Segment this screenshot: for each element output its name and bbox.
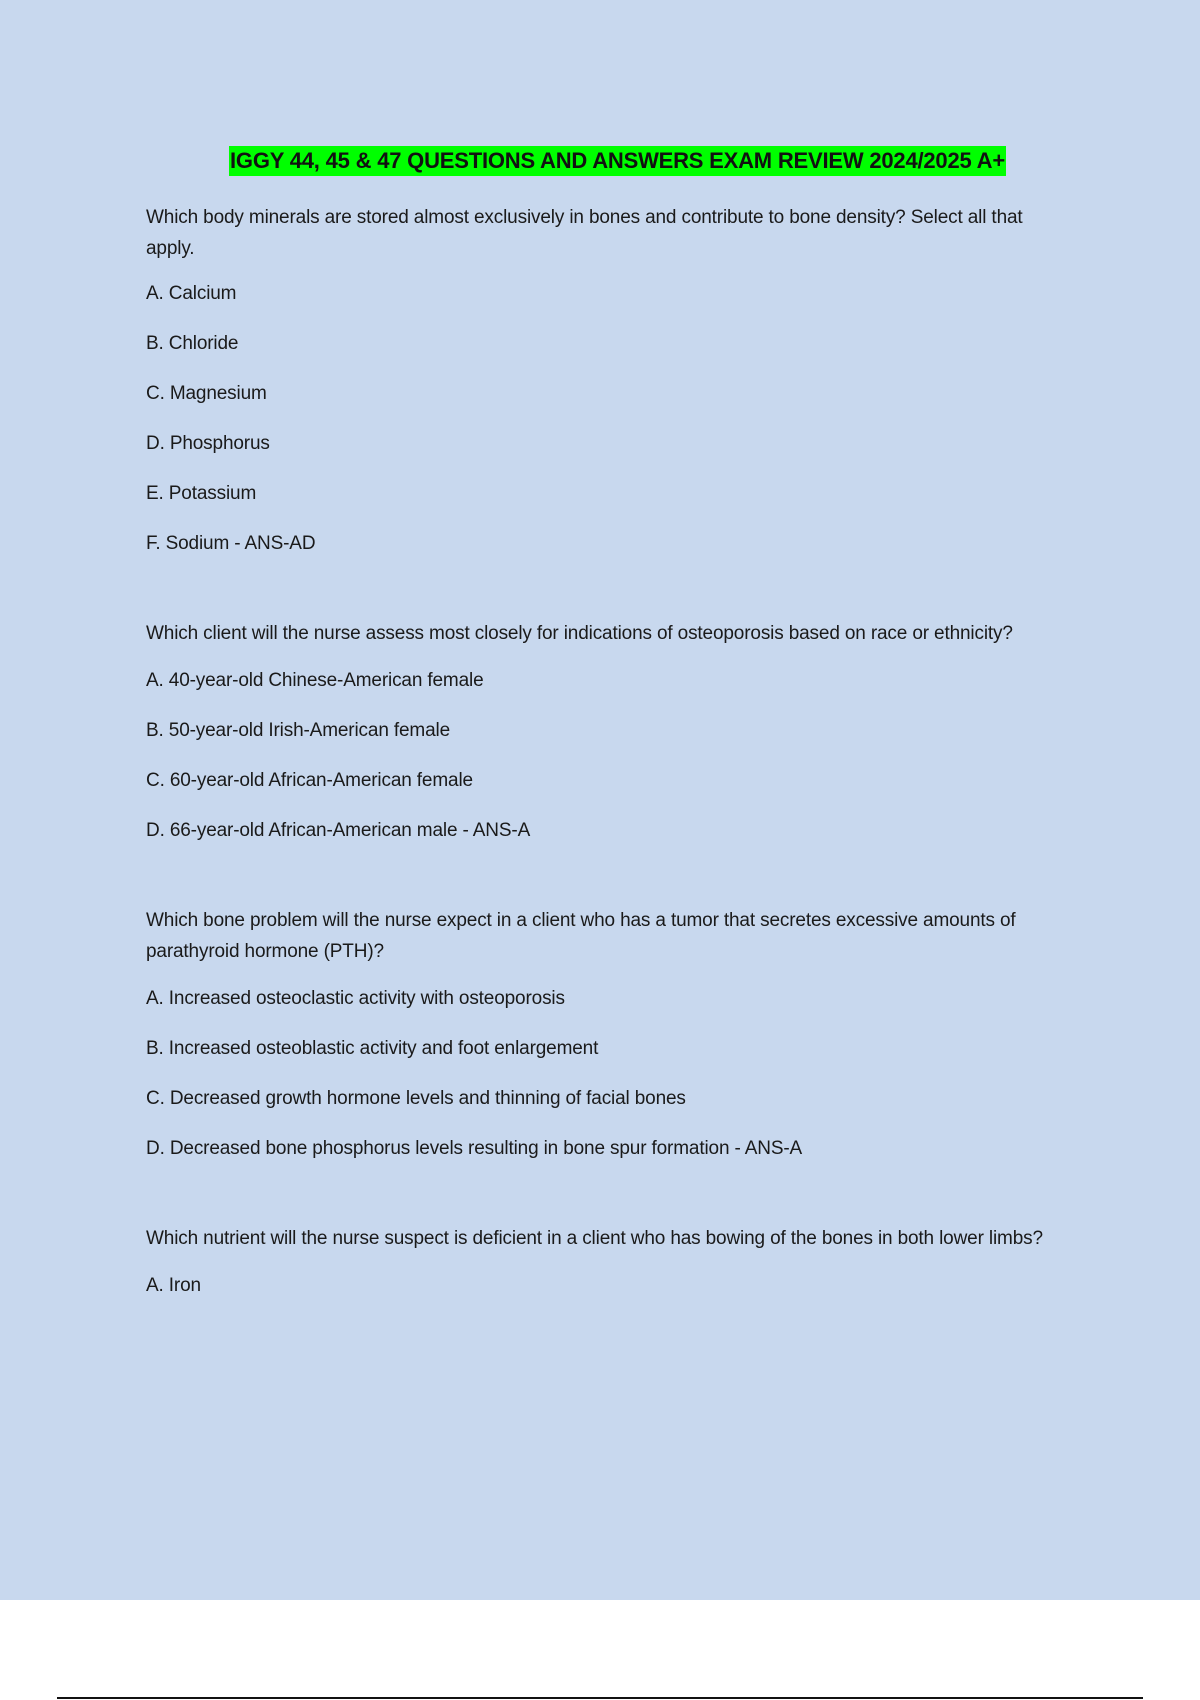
answer-option: D. 66-year-old African-American male - ANS-A xyxy=(146,820,531,841)
document-body xyxy=(146,202,1076,1324)
answer-option: B. 50-year-old Irish-American female xyxy=(146,720,450,741)
answer-option: C. Magnesium xyxy=(146,383,267,404)
question-2 xyxy=(146,618,1076,843)
question-text: Which client will the nurse assess most closely for indications of osteoporosis based on race or ethnicity? xyxy=(146,623,1013,644)
answer-option: C. 60-year-old African-American female xyxy=(146,770,473,791)
answer-option: A. Calcium xyxy=(146,283,237,304)
question-text: Which nutrient will the nurse suspect is deficient in a client who has bowing of the bones in both lower limbs? xyxy=(146,1228,1043,1249)
question-1 xyxy=(146,202,1076,556)
answer-option: D. Phosphorus xyxy=(146,433,270,454)
answer-option: C. Decreased growth hormone levels and thinning of facial bones xyxy=(146,1088,686,1109)
answer-option: B. Increased osteoblastic activity and foot enlargement xyxy=(146,1038,599,1059)
answer-option: A. Iron xyxy=(146,1275,201,1296)
answer-option: F. Sodium - ANS-AD xyxy=(146,533,316,554)
question-4 xyxy=(146,1223,1076,1298)
answer-option: B. Chloride xyxy=(146,333,239,354)
title-container xyxy=(0,146,1200,176)
answer-option: E. Potassium xyxy=(146,483,257,504)
answer-option: A. 40-year-old Chinese-American female xyxy=(146,670,484,691)
footer-divider xyxy=(57,1697,1143,1699)
answer-option: D. Decreased bone phosphorus levels resulting in bone spur formation - ANS-A xyxy=(146,1138,803,1159)
document-title: IGGY 44, 45 & 47 QUESTIONS AND ANSWERS EXAM REVIEW 2024/2025 A+ xyxy=(229,146,1006,176)
question-3 xyxy=(146,905,1076,1161)
answer-option: A. Increased osteoclastic activity with osteoporosis xyxy=(146,988,565,1009)
question-text: Which bone problem will the nurse expect in a client who has a tumor that secretes excessive amounts of parathyroid hormone (PTH)? xyxy=(146,910,1016,962)
question-text: Which body minerals are stored almost exclusively in bones and contribute to bone density? Select all that apply. xyxy=(146,207,1023,259)
